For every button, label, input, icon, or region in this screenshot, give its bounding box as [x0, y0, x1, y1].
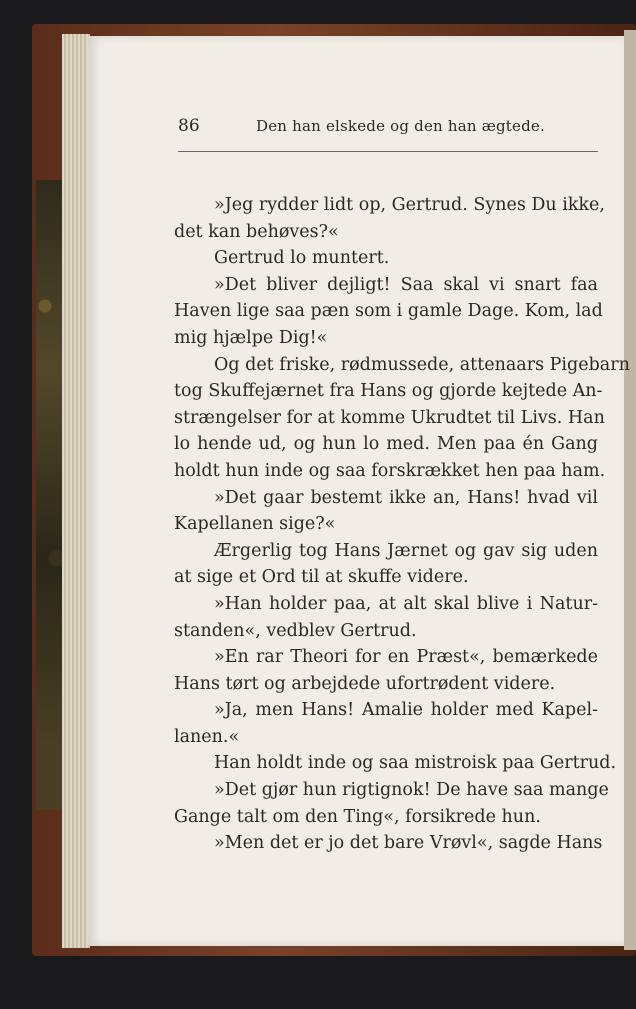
text-line: »Jeg rydder lidt op, Gertrud. Synes Du ikke,	[214, 195, 605, 215]
text-line: »Ja, men Hans! Amalie holder med Kapel-	[214, 700, 598, 721]
header-rule	[178, 151, 598, 152]
text-line: Han holdt inde og saa mistroisk paa Gertrud.	[214, 753, 617, 774]
text-line: mig hjælpe Dig!«	[174, 327, 328, 348]
text-line: Gertrud lo muntert.	[214, 248, 390, 269]
text-line: »Det bliver dejligt! Saa skal vi snart faa	[214, 274, 598, 295]
text-line: »Men det er jo det bare Vrøvl«, sagde Hans	[214, 833, 603, 854]
text-line: Gange talt om den Ting«, forsikrede hun.	[174, 806, 541, 827]
text-line: Hans tørt og arbejdede ufortrødent videre.	[174, 673, 556, 694]
facing-page-edge	[624, 30, 636, 950]
running-head: Den han elskede og den han ægtede.	[256, 117, 545, 135]
text-line: standen«, vedblev Gertrud.	[174, 620, 417, 641]
text-line: Haven lige saa pæn som i gamle Dage. Kom, lad	[174, 301, 603, 322]
page-edges	[62, 34, 90, 948]
page-header	[178, 116, 598, 138]
text-line: lanen.«	[174, 726, 240, 747]
text-line: »En rar Theori for en Præst«, bemærkede	[214, 647, 598, 668]
text-line: Og det friske, rødmussede, attenaars Pigebarn	[214, 354, 630, 375]
text-line: tog Skuffejærnet fra Hans og gjorde kejtede An-	[174, 381, 603, 402]
text-line: »Han holder paa, at alt skal blive i Natur-	[214, 593, 598, 614]
text-line: det kan behøves?«	[174, 221, 339, 242]
text-line: Ærgerlig tog Hans Jærnet og gav sig uden	[214, 540, 598, 561]
text-line: lo hende ud, og hun lo med. Men paa én Gang	[174, 434, 598, 455]
text-line: Kapellanen sige?«	[174, 514, 336, 535]
body-text	[174, 192, 630, 857]
text-line: at sige et Ord til at skuffe videre.	[174, 567, 469, 588]
text-line: holdt hun inde og saa forskrækket hen paa ham.	[174, 460, 606, 481]
page-number: 86	[178, 116, 200, 136]
text-line: »Det gjør hun rigtignok! De have saa mange	[214, 780, 609, 801]
text-line: »Det gaar bestemt ikke an, Hans! hvad vil	[214, 487, 598, 508]
text-line: strængelser for at komme Ukrudtet til Livs. Han	[174, 407, 605, 428]
